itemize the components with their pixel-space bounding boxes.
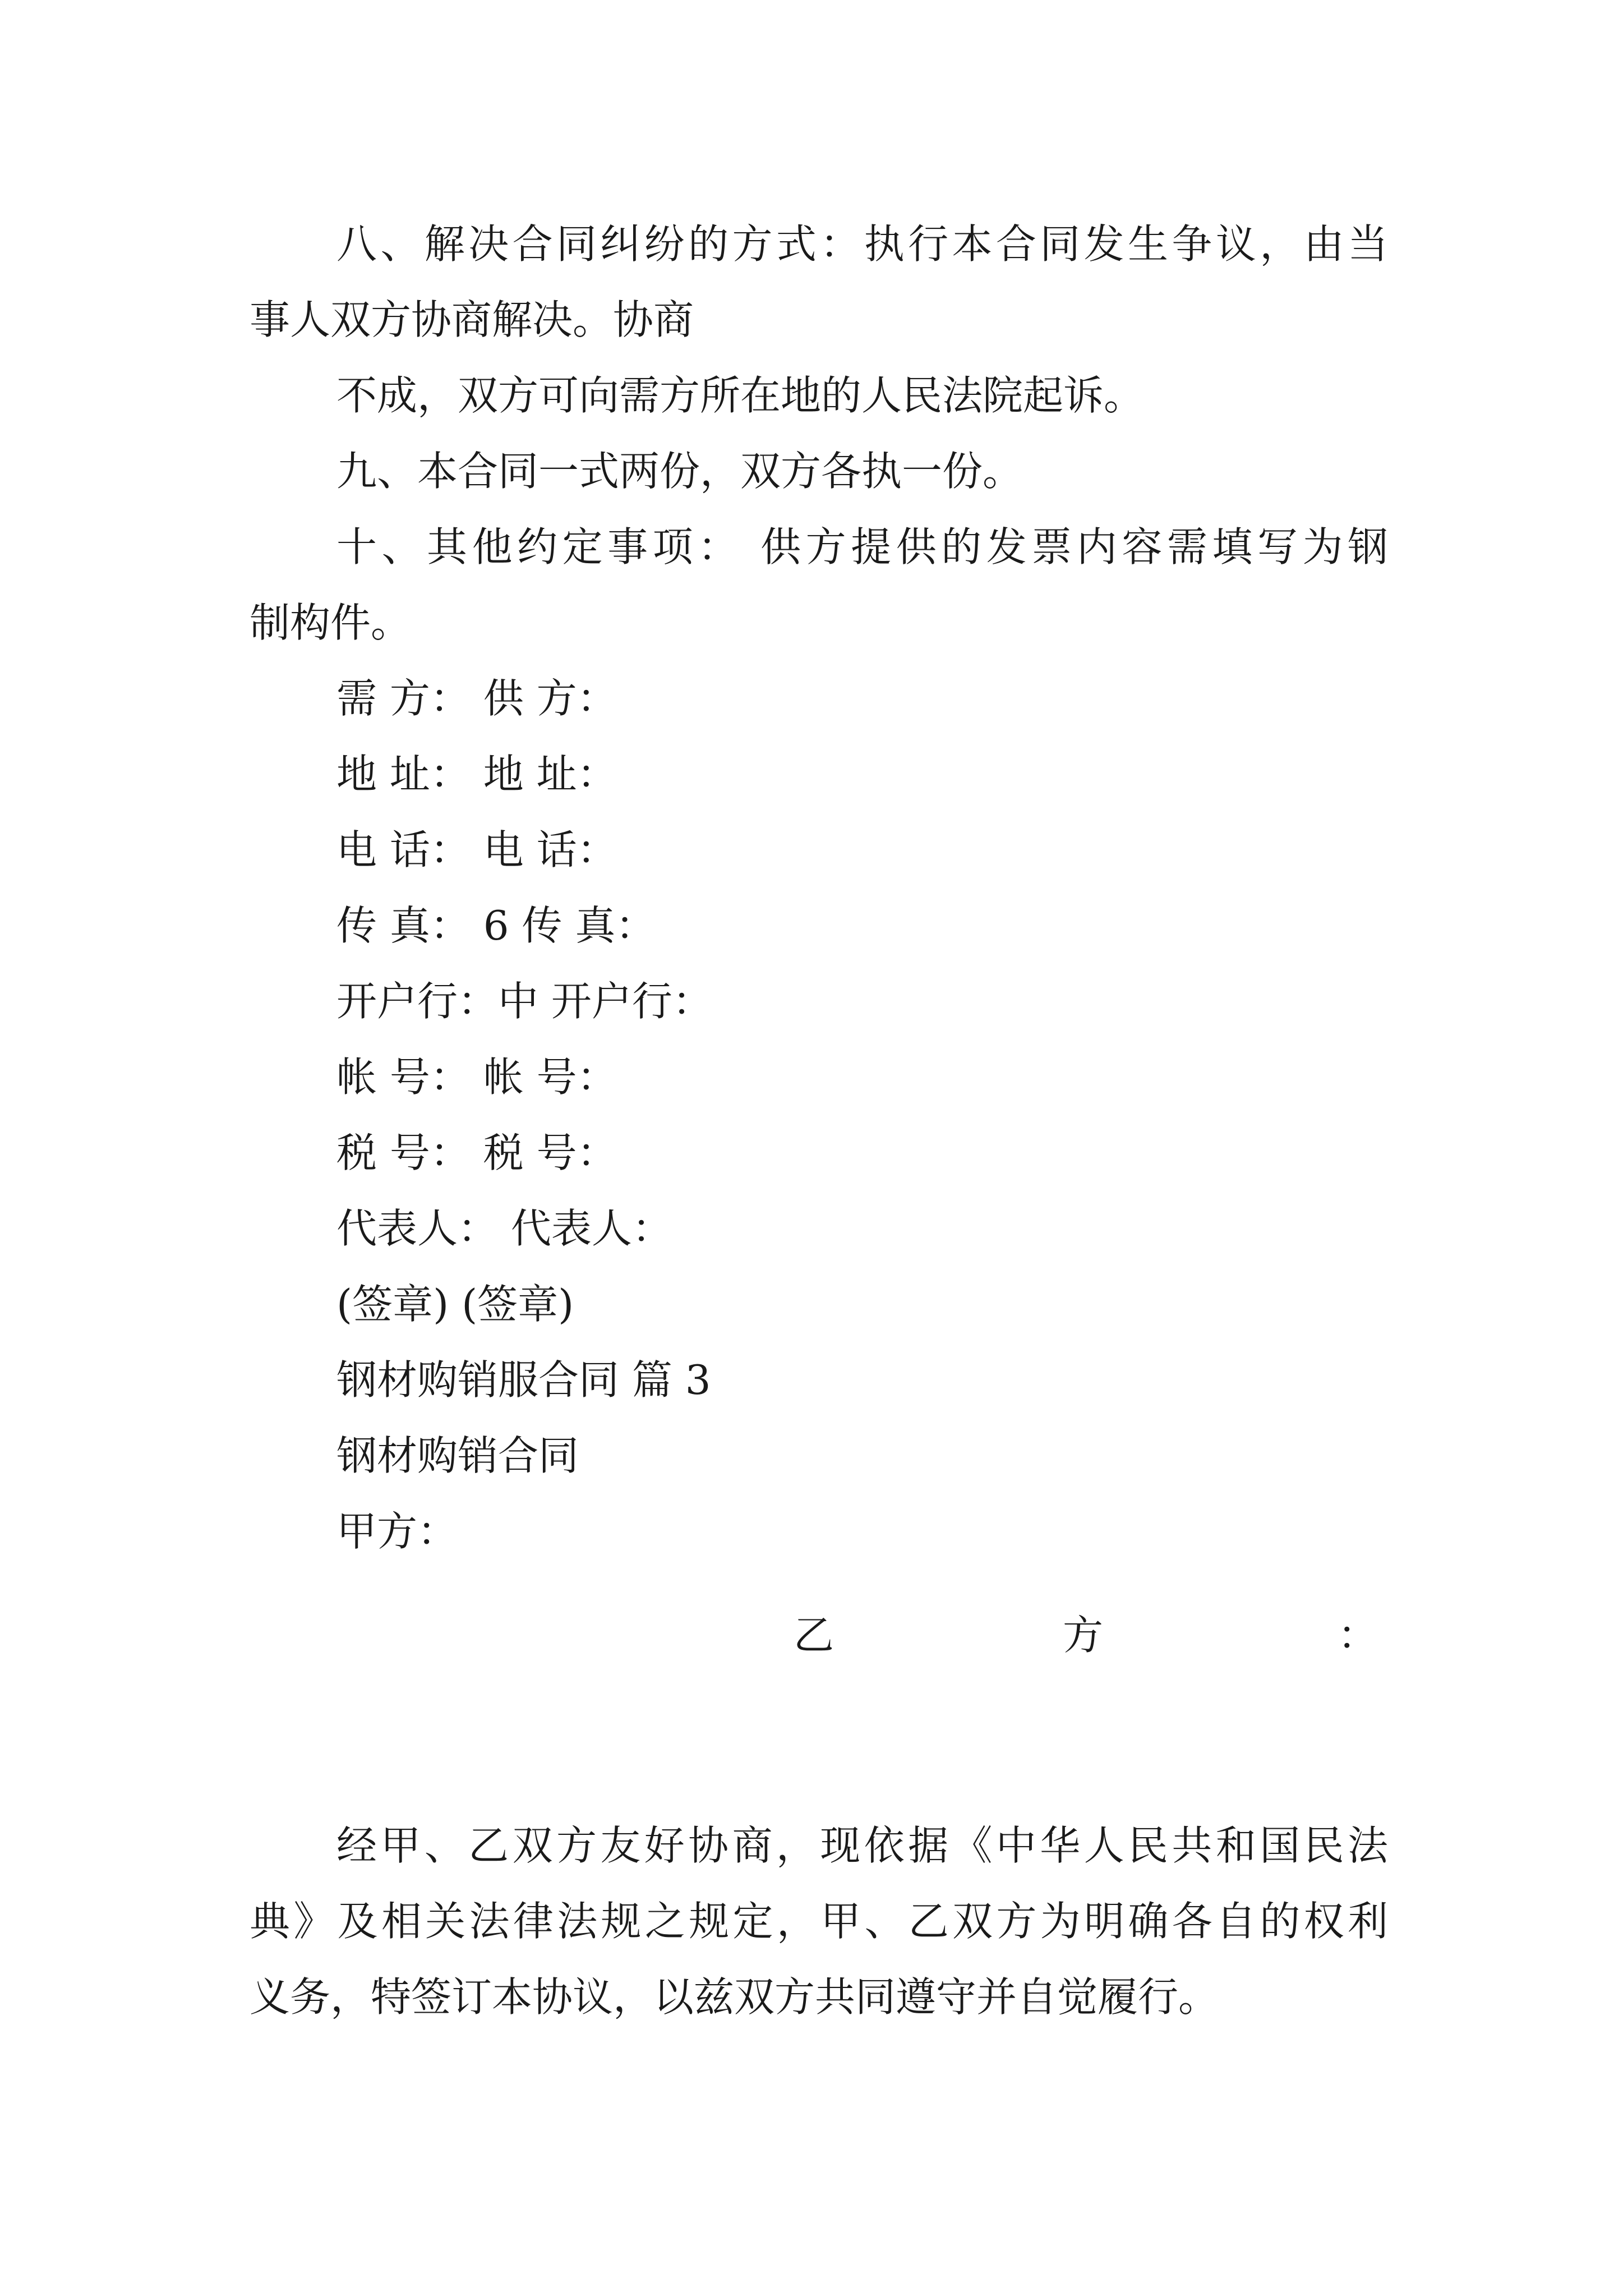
clause-9: 九、本合同一式两份，双方各执一份。 (336, 448, 1023, 495)
party-a-label: 甲方： (336, 1508, 458, 1555)
party-row-account: 帐 号： 帐 号： (336, 1053, 617, 1101)
clause-8-line-3: 不成，双方可向需方所在地的人民法院起诉。 (336, 372, 1145, 419)
party-row-tax-id: 税 号： 税 号： (336, 1129, 617, 1176)
preamble-line-3: 义务，特签订本协议，以兹双方共同遵守并自觉履行。 (250, 1973, 1219, 2021)
contract-title: 钢材购销合同 (336, 1432, 579, 1479)
clause-8-line-1: 八、解决合同纠纷的方式：执行本合同发生争议，由当 (336, 220, 1388, 268)
party-row-demand-supply: 需 方： 供 方： (336, 675, 617, 722)
party-row-representative: 代表人： 代表人： (336, 1205, 672, 1252)
party-row-bank: 开户行：中 开户行： (336, 978, 713, 1025)
clause-10-line-2: 制构件。 (250, 599, 412, 646)
party-b-char-fang: 方 (1063, 1612, 1104, 1659)
party-row-phone: 电 话： 电 话： (336, 826, 617, 873)
party-b-char-colon: ： (1338, 1612, 1378, 1659)
party-row-seal: (签章) (签章) (336, 1281, 574, 1328)
party-row-fax: 传 真： 6 传 真： (336, 902, 656, 949)
preamble-line-2: 典》及相关法律法规之规定，甲、乙双方为明确各自的权利 (250, 1898, 1388, 1945)
party-b-char-yi: 乙 (794, 1612, 834, 1659)
section-heading-contract-3: 钢材购销服合同 篇 3 (336, 1356, 711, 1404)
preamble-line-1: 经甲、乙双方友好协商，现依据《中华人民共和国民法 (336, 1822, 1388, 1869)
party-row-address: 地 址： 地 址： (336, 751, 617, 798)
clause-10-line-1: 十、其他约定事项： 供方提供的发票内容需填写为钢 (336, 523, 1388, 570)
clause-8-line-2: 事人双方协商解决。协商 (250, 296, 694, 343)
